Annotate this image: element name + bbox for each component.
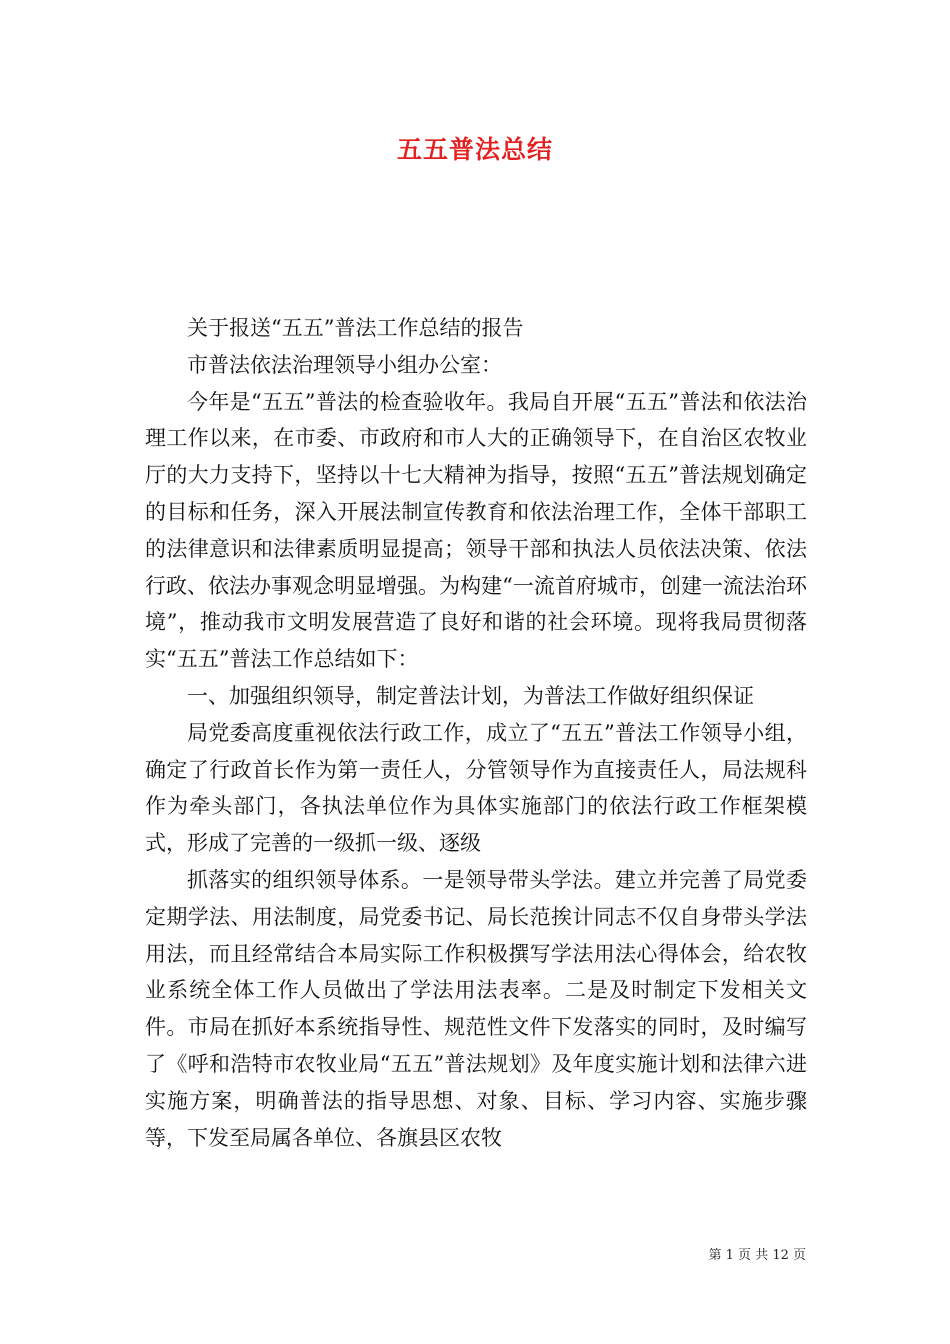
page-number: 第 1 页 共 12 页 [708, 1248, 806, 1263]
body-paragraph: 今年是“五五”普法的检查验收年。我局自开展“五五”普法和依法治理工作以来，在市委、市政府和市人大的正确领导下，在自治区农牧业厅的大力支持下，坚持以十七大精神为指导，按照“五五”普法规划确定的目标和任务，深入开展法制宣传教育和依法治理工作，全体干部职工的法律意识和法律素质明显提高；领导干部和执法人员依法决策、依法行政、依法办事观念明显增强。为构建“一流首府城市，创建一流法治环境”，推动我市文明发展营造了良好和谐的社会环境。现将我局贯彻落实“五五”普法工作总结如下： [145, 389, 807, 672]
document-title: 五五普法总结 [396, 135, 553, 164]
recipient-line: 市普法依法治理领导小组办公室： [187, 352, 502, 377]
body-paragraph: 局党委高度重视依法行政工作，成立了“五五”普法工作领导小组，确定了行政首长作为第一责任人，分管领导作为直接责任人，局法规科作为牵头部门，各执法单位作为具体实施部门的依法行政工作框架模式，形成了完善的一级抓一级、逐级 [145, 720, 807, 856]
body-paragraph: 抓落实的组织领导体系。一是领导带头学法。建立并完善了局党委定期学法、用法制度，局党委书记、局长范挨计同志不仅自身带头学法用法，而且经常结合本局实际工作积极撰写学法用法心得体会，给农牧业系统全体工作人员做出了学法用法表率。二是及时制定下发相关文件。市局在抓好本系统指导性、规范性文件下发落实的同时，及时编写了《呼和浩特市农牧业局“五五”普法规划》及年度实施计划和法律六进实施方案，明确普法的指导思想、对象、目标、学习内容、实施步骤等，下发至局属各单位、各旗县区农牧 [145, 867, 807, 1150]
report-heading: 关于报送“五五”普法工作总结的报告 [187, 316, 524, 340]
document-body [145, 310, 807, 1156]
section-heading: 一、加强组织领导，制定普法计划，为普法工作做好组织保证 [187, 683, 754, 708]
